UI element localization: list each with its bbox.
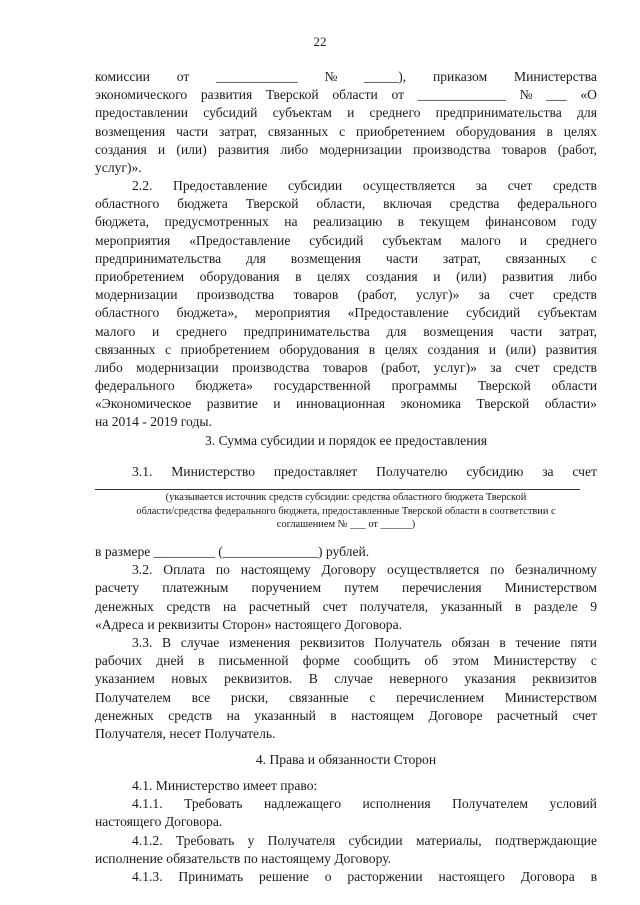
text-line: предоставлении субсидий субъектам и среднего предпринимательства для [95,105,597,121]
text-line: 3.3. В случае изменения реквизитов Получатель обязан в течение пяти [132,634,597,650]
text-line: настоящего Договора. [95,814,223,830]
text-line: 3.2. Оплата по настоящему Договору осуществляется по безналичному [132,562,597,578]
text-line: 4.1.3. Принимать решение о расторжении настоящего Договора в [132,868,597,884]
blank-underline [95,489,580,490]
text-line: модернизации производства товаров (работ, услуг)» за счет средств [95,287,597,303]
text-line: комиссии от ____________ № _____), приказом Министерства [95,69,597,84]
paragraph-block-1 [95,68,597,177]
paragraph-block-4 [95,777,597,886]
footnote-line: соглашением № ___ от ______) [276,519,416,530]
text-line: «Адреса и реквизиты Сторон» настоящего Договора. [95,616,403,632]
section-4-heading: 4. Права и обязанности Сторон [255,752,437,767]
text-line: 4.1.2. Требовать у Получателя субсидии материалы, подтверждающие [132,832,597,848]
footnote [95,491,597,532]
text-line: рабочих дней в письменной форме сообщить об этом Министерству с [95,653,597,669]
text-line: федерального бюджета» государственной программы Тверской области [95,378,597,394]
section-3-heading: 3. Сумма субсидии и порядок ее предоставления [204,433,488,448]
text-line: областного бюджета Тверской области, включая средства федерального [95,196,597,212]
paragraph-2-2 [95,177,597,432]
text-line: 4.1.1. Требовать надлежащего исполнения Получателем условий [132,796,597,812]
footnote-line: области/средства федерального бюджета, предоставленные Тверской области в соответствии с [136,505,556,517]
text-line: бюджета, предусмотренных на реализацию в текущем финансовом году [95,214,597,230]
text-line: связанных с приобретением оборудования в целях создания и (или) развития [95,341,597,357]
text-line: указанием новых реквизитов. В случае неверного указания реквизитов [95,671,597,687]
text-line: 3.1. Министерство предоставляет Получателю субсидию за счет [132,464,597,479]
page-number: 22 [313,34,327,49]
text-line: создания и (или) развития либо модернизации производства товаров (работ, [95,141,597,157]
text-line: 4.1. Министерство имеет право: [132,778,318,793]
text-line: Получателем все риски, связанные с перечислением Министерством [95,689,597,705]
paragraph-3-1 [95,463,597,481]
text-line: 2.2. Предоставление субсидии осуществляется за счет средств [132,178,597,193]
paragraph-block-3 [95,543,597,743]
text-line: либо модернизации производства товаров (работ, услуг)» за счет средств [95,359,597,375]
text-line: приобретением оборудования в целях создания и (или) развития либо [95,268,597,284]
text-line: исполнение обязательств по настоящему Договору. [95,850,392,866]
text-line: возмещения части затрат, связанных с приобретением оборудования в целях [95,123,597,139]
text-line: предпринимательства для возмещения части затрат, связанных с [95,250,597,266]
text-line: областного бюджета», мероприятия «Предоставление субсидий субъектам [95,305,597,321]
text-line: денежных средств на указанный в настоящем Договоре расчетный счет [95,707,597,723]
text-line: Получателя, несет Получатель. [95,725,276,741]
text-line: экономического развития Тверской области от _____________ № ___ «О [95,87,597,103]
text-line: «Экономическое развитие и инновационная экономика Тверской области» [95,396,597,412]
text-line: мероприятия «Предоставление субсидий субъектам малого и среднего [95,232,597,248]
footnote-line: (указывается источник средств субсидии: средства областного бюджета Тверской [165,492,527,503]
text-line: денежных средств на расчетный счет получателя, указанный в разделе 9 [95,598,597,614]
text-line: в размере _________ (______________) рублей. [95,544,370,559]
text-line: расчету платежным поручением путем перечисления Министерством [95,580,597,596]
text-line: малого и среднего предпринимательства для возмещения части затрат, [95,323,597,339]
text-line: услуг)». [95,159,142,175]
text-line: на 2014 - 2019 годы. [95,414,212,430]
